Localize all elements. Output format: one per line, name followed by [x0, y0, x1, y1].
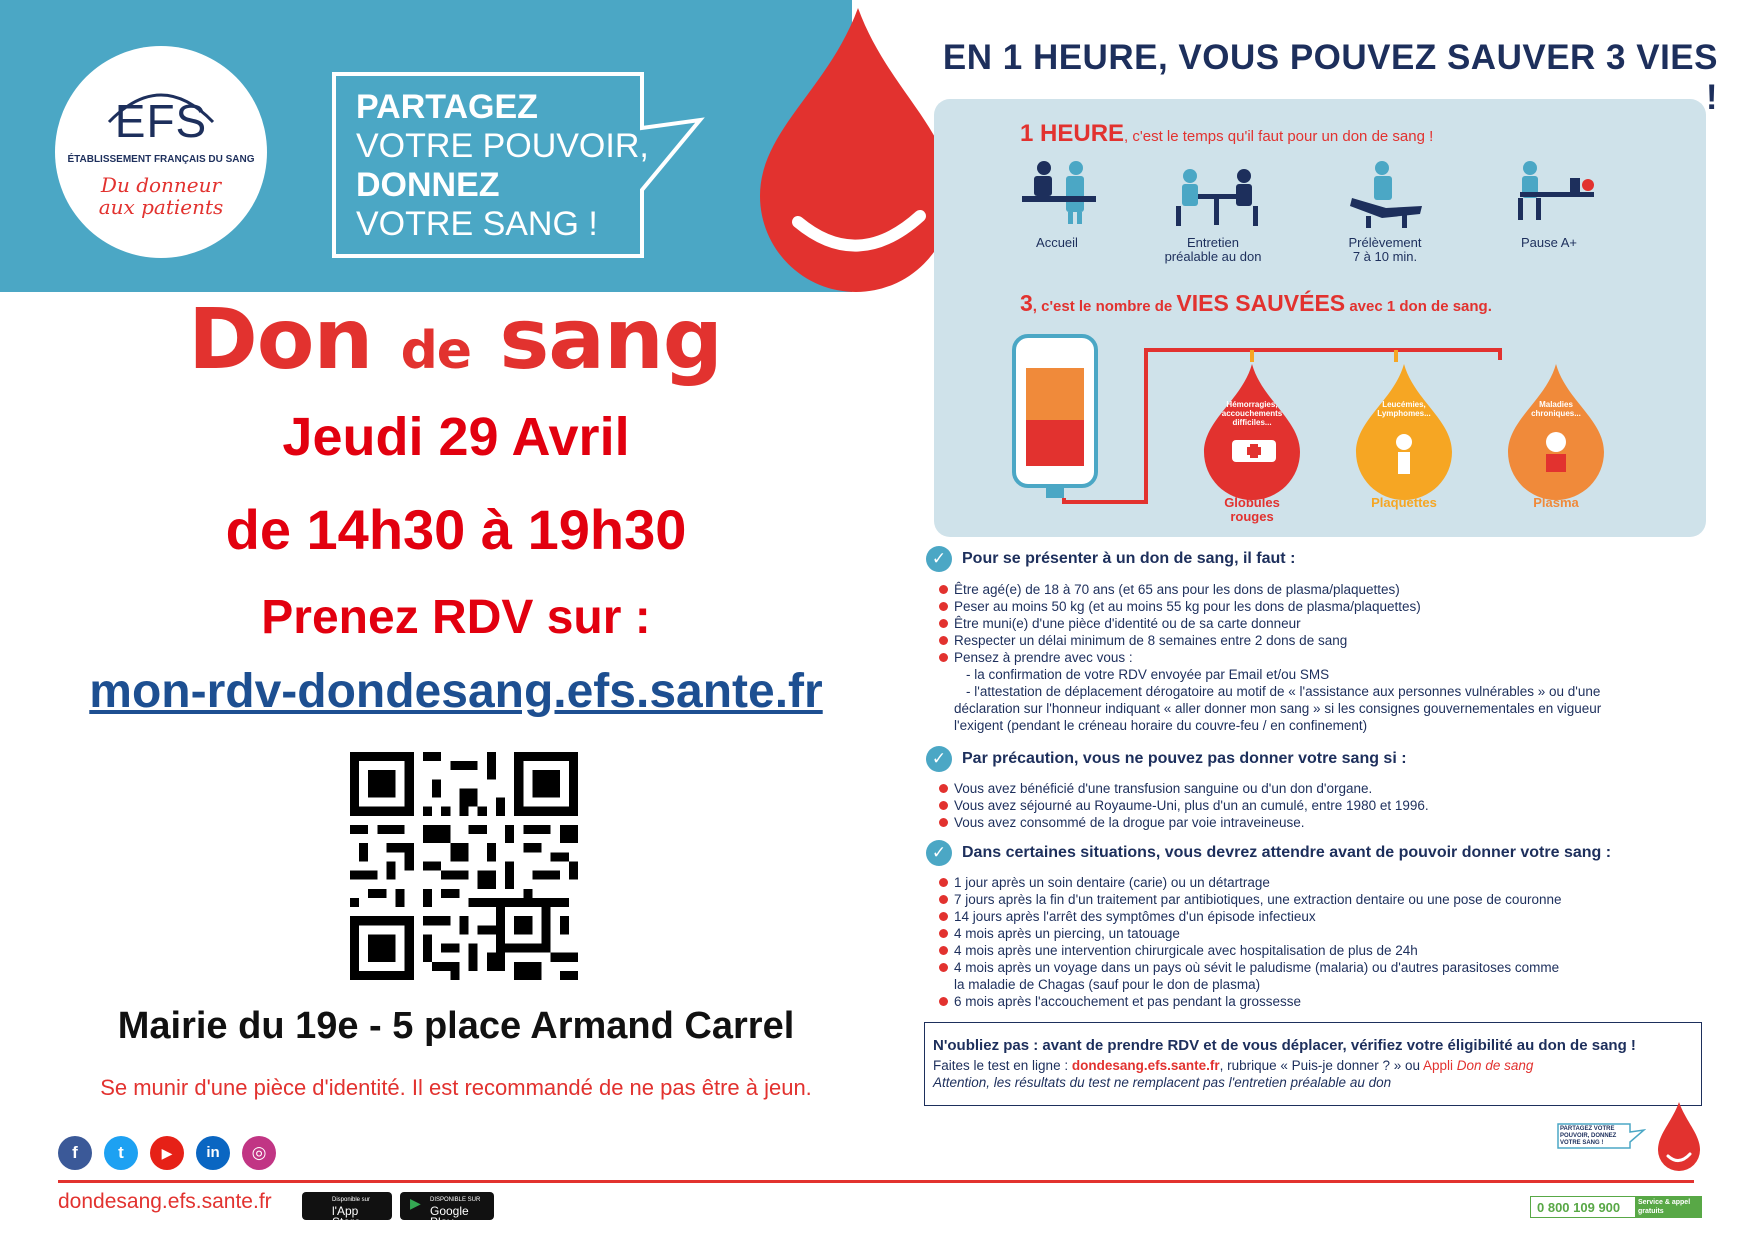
list-subitem: l'exigent (pendant le créneau horaire du couvre-feu / en confinement)	[954, 718, 1368, 733]
facebook-icon[interactable]: f	[58, 1136, 92, 1170]
drop-note-platelets: Leucémies, Lymphomes...	[1377, 400, 1431, 418]
snack-break-icon	[1510, 158, 1594, 222]
drop-label-red-cells: Globules rouges	[1224, 495, 1280, 524]
phone-service-tag: Service & appel gratuits	[1635, 1197, 1701, 1217]
instagram-icon[interactable]: ◎	[242, 1136, 276, 1170]
list-subitem: la maladie de Chagas (sauf pour le don de plasma)	[954, 977, 1261, 992]
list-item: Vous avez séjourné au Royaume-Uni, plus d'un an cumulé, entre 1980 et 1996.	[936, 797, 1429, 814]
step-welcome: Accueil	[1036, 235, 1078, 250]
list-item: 1 jour après un soin dentaire (carie) ou un détartrage	[936, 874, 1561, 891]
drop-label-platelets: Plaquettes	[1371, 495, 1437, 510]
list-subitem: - l'attestation de déplacement dérogatoire au motif de « l'assistance aux personnes vulnérables » ou d'une	[966, 684, 1601, 699]
list-item: Être agé(e) de 18 à 70 ans (et 65 ans pour les dons de plasma/plaquettes)	[936, 581, 1601, 598]
event-address: Mairie du 19e - 5 place Armand Carrel	[117, 1005, 795, 1047]
efs-logo	[55, 46, 267, 258]
interview-icon	[1172, 166, 1262, 228]
app-store-badge[interactable]: Disponible sur l'App Store	[302, 1192, 392, 1220]
section-waiting-title: Dans certaines situations, vous devrez attendre avant de pouvoir donner votre sang :	[962, 844, 1612, 861]
list-item: 7 jours après la fin d'un traitement par antibiotiques, une extraction dentaire ou une pose de couronne	[936, 891, 1561, 908]
one-hour-heading: 1 HEURE, c'est le temps qu'il faut pour un don de sang !	[1020, 120, 1434, 147]
twitter-icon[interactable]: t	[104, 1136, 138, 1170]
section-requirements-title: Pour se présenter à un don de sang, il faut :	[962, 550, 1296, 567]
eligibility-reminder-box	[924, 1022, 1702, 1106]
list-item: 6 mois après l'accouchement et pas pendant la grossesse	[936, 993, 1561, 1010]
step-collection: Prélèvement 7 à 10 min.	[1348, 235, 1422, 264]
event-date: Jeudi 29 Avril	[282, 407, 630, 467]
checkmark-icon: ✓	[926, 746, 952, 772]
drop-note-red: Hémorragies, accouchements difficiles...	[1221, 400, 1283, 427]
list-item: 4 mois après une intervention chirurgicale avec hospitalisation de plus de 24h	[936, 942, 1561, 959]
youtube-icon[interactable]: ▶	[150, 1136, 184, 1170]
list-item: Peser au moins 50 kg (et au moins 55 kg pour les dons de plasma/plaquettes)	[936, 598, 1601, 615]
logo-slogan: Du donneur aux patients	[98, 173, 224, 219]
mini-drop-icon	[1656, 1100, 1702, 1174]
checkmark-icon: ✓	[926, 546, 952, 572]
list-item: Respecter un délai minimum de 8 semaines entre 2 dons de sang	[936, 632, 1601, 649]
bubble-message: PARTAGEZ VOTRE POUVOIR, DONNEZ VOTRE SANG !	[356, 88, 649, 243]
list-item: Pensez à prendre avec vous :	[936, 649, 1601, 666]
waiting-list	[936, 874, 1561, 1010]
play-icon: ▶	[410, 1195, 421, 1211]
qr-code[interactable]	[350, 752, 578, 980]
tagline: EN 1 HEURE, VOUS POUVEZ SAUVER 3 VIES !	[942, 38, 1718, 117]
rdv-link[interactable]: mon-rdv-dondesang.efs.sante.fr	[89, 665, 823, 718]
logo-subtitle: ÉTABLISSEMENT FRANÇAIS DU SANG	[67, 154, 255, 165]
list-item: Être muni(e) d'une pièce d'identité ou de sa carte donneur	[936, 615, 1601, 632]
reminder-disclaimer: Attention, les résultats du test ne remplacent pas l'entretien préalable au don	[933, 1075, 1392, 1090]
list-subitem: - la confirmation de votre RDV envoyée par Email et/ou SMS	[966, 667, 1330, 682]
logo-efs-text: EFS	[114, 95, 208, 147]
google-play-badge[interactable]: ▶ DISPONIBLE SUR Google Play	[400, 1192, 494, 1220]
mini-bubble-text: PARTAGEZ VOTRE POUVOIR, DONNEZ VOTRE SANG !	[1560, 1126, 1617, 1146]
list-item: 4 mois après un piercing, un tatouage	[936, 925, 1561, 942]
drop-note-plasma: Maladies chroniques...	[1531, 400, 1581, 418]
footer-website-link[interactable]: dondesang.efs.sante.fr	[58, 1190, 272, 1213]
blood-draw-icon	[1346, 158, 1426, 230]
id-reminder: Se munir d'une pièce d'identité. Il est recommandé de ne pas être à jeun.	[100, 1075, 812, 1100]
list-item: 4 mois après un voyage dans un pays où sévit le paludisme (malaria) ou d'autres parasitoses comme	[936, 959, 1561, 976]
list-item: Vous avez consommé de la drogue par voie intraveineuse.	[936, 814, 1429, 831]
reminder-title: N'oubliez pas : avant de prendre RDV et de vous déplacer, vérifiez votre éligibilité au don de sang !	[933, 1037, 1636, 1054]
list-item: 14 jours après l'arrêt des symptômes d'un épisode infectieux	[936, 908, 1561, 925]
three-lives-heading: 3, c'est le nombre de VIES SAUVÉES avec 1 don de sang.	[1020, 290, 1492, 316]
section-precaution-title: Par précaution, vous ne pouvez pas donner votre sang si :	[962, 750, 1407, 767]
reception-icon	[1020, 158, 1100, 226]
list-subitem: déclaration sur l'honneur indiquant « aller donner mon sang » si les consignes gouvernementales en vigueur	[954, 701, 1602, 716]
rdv-label: Prenez RDV sur :	[261, 591, 651, 644]
reminder-test-line: Faites le test en ligne : dondesang.efs.sante.fr, rubrique « Puis-je donner ? » ou Appli Don de sang	[933, 1058, 1534, 1073]
step-interview: Entretien préalable au don	[1164, 235, 1262, 264]
footer-divider	[58, 1180, 1694, 1183]
phone-number-badge[interactable]: 0 800 109 900 Service & appel gratuits	[1530, 1196, 1702, 1218]
list-item: Vous avez bénéficié d'une transfusion sanguine ou d'un don d'organe.	[936, 780, 1429, 797]
precaution-list	[936, 780, 1429, 831]
checkmark-icon: ✓	[926, 840, 952, 866]
eligibility-test-link[interactable]: dondesang.efs.sante.fr	[1071, 1058, 1220, 1073]
linkedin-icon[interactable]: in	[196, 1136, 230, 1170]
page-title: Don de sang	[188, 290, 722, 388]
event-time: de 14h30 à 19h30	[225, 498, 687, 561]
drop-label-plasma: Plasma	[1533, 495, 1579, 510]
requirements-list	[936, 581, 1601, 734]
step-break: Pause A+	[1520, 235, 1578, 250]
blood-drop-icon	[748, 0, 958, 295]
